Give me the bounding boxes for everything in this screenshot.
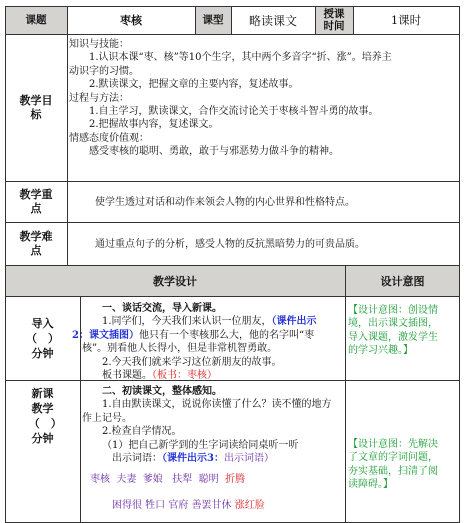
obj-line: 知识与技能： — [69, 39, 129, 50]
board-note: （板书：枣核） — [152, 370, 217, 382]
newlesson-text: 出示词语： — [112, 453, 162, 465]
courseware-note: 2：课文插图） — [72, 329, 139, 341]
type-label: 课型 — [202, 13, 224, 26]
word-list-2 — [82, 499, 344, 512]
obj-line: 感受枣核的聪明、勇敢，敢于与邪恶势力做斗争的精神。 — [89, 146, 339, 158]
intro-text: 他只有一个枣核那么大，他的名字叫“枣 — [138, 329, 315, 341]
word: 牲口 — [145, 499, 166, 511]
word-highlight: 涨红脸 — [234, 499, 265, 511]
obj-line: 动识字的习惯。 — [69, 65, 139, 77]
obj-line: 2.把握故事内容，复述课文。 — [89, 119, 219, 131]
word-highlight: 折腾 — [224, 474, 245, 486]
word: 聪明 — [198, 474, 219, 486]
obj-line: 2.默读课文，把握文章的主要内容，复述故事。 — [89, 79, 299, 91]
time-value: 1课时 — [390, 13, 422, 27]
word-list-1 — [82, 473, 344, 486]
difficulties-text: 通过重点句子的分析，感受人物的反抗黑暗势力的可贵品质。 — [95, 239, 365, 250]
newlesson-heading: 二、初读课文，整体感知。 — [102, 386, 222, 397]
obj-line: 情感态度价值观： — [69, 132, 149, 144]
intro-text: 2.今天我们就来学习这位新朋友的故事。 — [102, 356, 282, 368]
newlesson-text: 2.检查自学情况。 — [102, 426, 182, 438]
key-points-text: 使学生透过对话和动作来领会人物的内心世界和性格特点。 — [95, 197, 355, 208]
courseware-note: 出示词语） — [223, 453, 274, 465]
intro-heading: 一、谈话交流，导入新课。 — [102, 303, 222, 314]
obj-line: 过程与方法： — [69, 92, 129, 104]
intro-content — [72, 302, 344, 382]
obj-line: 1.认识本课“枣、核”等10个生字，其中两个多音字“折、涨”。培养主 — [89, 52, 392, 64]
newlesson-intent: 【设计意图：先解决 了文章的字词问题， 夯实基础，扫清了阅 读障碍。】 — [348, 439, 438, 491]
intro-label: 导入（ ）分钟 — [26, 317, 59, 360]
word: 枣核 — [90, 474, 110, 486]
difficulties-label: 教学难点 — [19, 230, 53, 257]
objectives-label: 教学目标 — [19, 94, 53, 121]
intro-text: 板书课题。 — [102, 370, 152, 382]
intro-intent: 【设计意图：创设情 境，出示课文插图， 导入课题，激发学生 的学习兴趣。】 — [348, 305, 438, 357]
word: 官府 — [168, 499, 189, 511]
newlesson-text: （1）把自己新学到的生字词读给同桌听一听 — [102, 439, 299, 451]
newlesson-label: 新课教学（ ）分钟 — [28, 387, 57, 445]
design-header: 教学设计 — [153, 274, 197, 288]
courseware-note: （课件出示 — [271, 316, 317, 328]
newlesson-content — [82, 385, 344, 512]
word: 爹娘 — [142, 474, 163, 486]
lesson-plan-table — [5, 6, 460, 523]
courseware-note: （课件出示3： — [162, 453, 224, 465]
newlesson-text: 1.自由默读课文，说说你读懂了什么？读不懂的地方 — [102, 399, 332, 411]
type-value: 略读课文 — [248, 13, 297, 28]
intro-text: 核”。别看他人长得小，但是非常机智勇敢。 — [82, 343, 278, 355]
word: 困得很 — [112, 499, 142, 511]
key-points-label: 教学重点 — [19, 188, 53, 215]
intent-header: 设计意图 — [380, 274, 425, 288]
topic-label: 课题 — [25, 13, 47, 26]
intro-text: 1.同学们，今天我们来认识一位朋友， — [102, 316, 272, 328]
word: 夫妻 — [116, 474, 137, 486]
time-label: 授课时间 — [323, 8, 345, 32]
obj-line: 1.自主学习，默读课文，合作交流讨论关于枣核斗智斗勇的故事。 — [89, 106, 379, 118]
topic-value: 枣核 — [120, 13, 142, 27]
newlesson-text: 作上记号。 — [82, 412, 132, 424]
objectives-content — [69, 38, 457, 159]
word: 善罢甘休 — [191, 499, 232, 511]
word: 扶犁 — [172, 474, 193, 486]
